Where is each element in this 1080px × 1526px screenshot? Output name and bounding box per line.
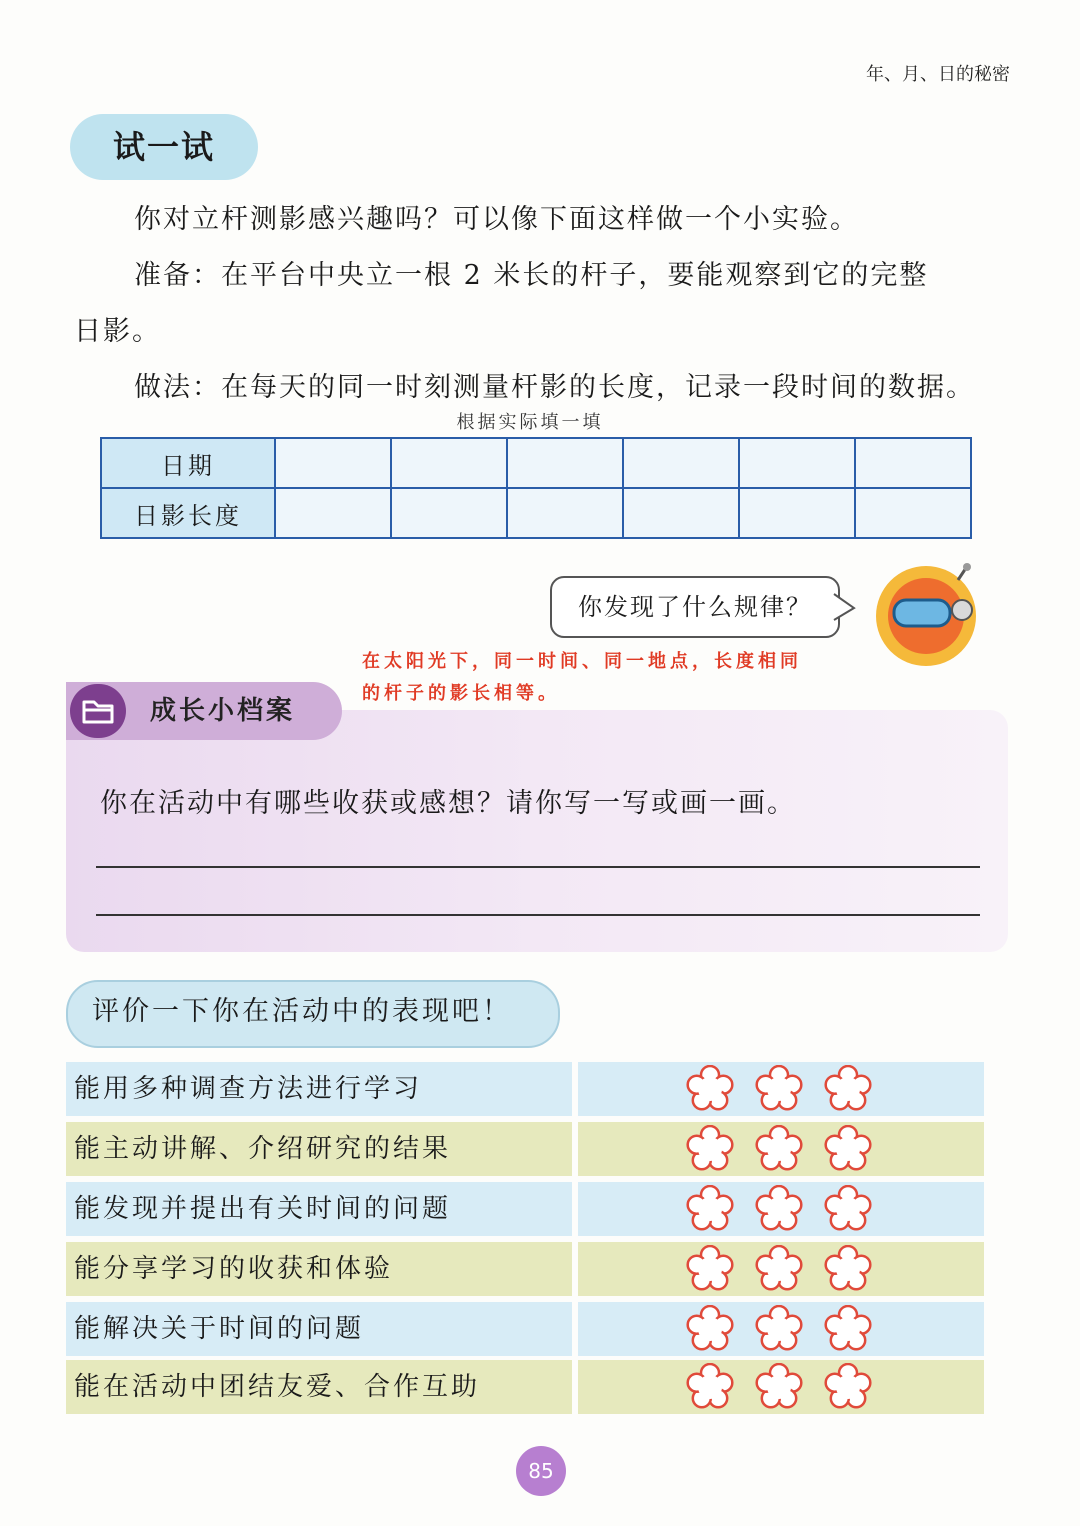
- blank-cell[interactable]: [391, 438, 507, 488]
- flower-icon[interactable]: [822, 1363, 874, 1411]
- blank-cell[interactable]: [623, 438, 739, 488]
- row-label-shadow-length: 日影长度: [101, 488, 275, 538]
- prep-text-line1: 准备：在平台中央立一根 2 米长的杆子，要能观察到它的完整: [134, 260, 929, 291]
- flower-icon[interactable]: [822, 1125, 874, 1173]
- blank-cell[interactable]: [739, 438, 855, 488]
- blank-cell[interactable]: [275, 438, 391, 488]
- prep-text-line2: 日影。: [74, 316, 161, 347]
- flower-icon[interactable]: [822, 1305, 874, 1353]
- flower-icon[interactable]: [753, 1185, 805, 1233]
- robot-mascot-icon: [868, 560, 988, 670]
- running-head: 年、月、日的秘密: [866, 64, 1010, 85]
- section-title-try: 试一试: [112, 128, 215, 166]
- record-table: [100, 437, 972, 539]
- rating-cell: [578, 1062, 984, 1116]
- speech-bubble: 你发现了什么规律？: [550, 576, 840, 638]
- blank-cell[interactable]: [855, 488, 971, 538]
- flower-icon[interactable]: [753, 1065, 805, 1113]
- blank-cell[interactable]: [391, 488, 507, 538]
- blank-cell[interactable]: [739, 488, 855, 538]
- flower-icon[interactable]: [684, 1185, 736, 1233]
- flower-icon[interactable]: [684, 1125, 736, 1173]
- flower-icon[interactable]: [684, 1245, 736, 1293]
- evaluation-item: 能解决关于时间的问题: [66, 1302, 572, 1356]
- blank-cell[interactable]: [507, 488, 623, 538]
- rating-cell: [578, 1360, 984, 1414]
- writing-line[interactable]: [96, 866, 980, 868]
- bubble-tail: [832, 592, 856, 622]
- flower-icon[interactable]: [753, 1245, 805, 1293]
- rating-cell: [578, 1182, 984, 1236]
- folder-icon: [70, 684, 126, 738]
- blank-cell[interactable]: [275, 488, 391, 538]
- handwritten-answer: [362, 646, 872, 710]
- writing-line[interactable]: [96, 914, 980, 916]
- page-number: 85: [516, 1446, 566, 1496]
- flower-icon[interactable]: [684, 1305, 736, 1353]
- evaluation-item: 能主动讲解、介绍研究的结果: [66, 1122, 572, 1176]
- evaluation-item: 能在活动中团结友爱、合作互助: [66, 1360, 572, 1414]
- flower-icon[interactable]: [753, 1125, 805, 1173]
- blank-cell[interactable]: [855, 438, 971, 488]
- blank-cell[interactable]: [507, 438, 623, 488]
- flower-icon[interactable]: [822, 1245, 874, 1293]
- flower-icon[interactable]: [822, 1185, 874, 1233]
- evaluation-item: 能分享学习的收获和体验: [66, 1242, 572, 1296]
- flower-icon[interactable]: [684, 1363, 736, 1411]
- answer-line: 在太阳光下，同一时间、同一地点，长度相同: [362, 651, 802, 672]
- evaluation-item: 能用多种调查方法进行学习: [66, 1062, 572, 1116]
- answer-line: 的杆子的影长相等。: [362, 683, 560, 704]
- flower-icon[interactable]: [684, 1065, 736, 1113]
- evaluation-title: 评价一下你在活动中的表现吧！: [92, 996, 512, 1027]
- rating-cell: [578, 1302, 984, 1356]
- table-row: [101, 438, 971, 488]
- method-text: 做法：在每天的同一时刻测量杆影的长度，记录一段时间的数据。: [134, 372, 975, 403]
- table-row: [101, 488, 971, 538]
- flower-icon[interactable]: [753, 1305, 805, 1353]
- evaluation-item: 能发现并提出有关时间的问题: [66, 1182, 572, 1236]
- intro-text: 你对立杆测影感兴趣吗？可以像下面这样做一个小实验。: [134, 204, 859, 235]
- flower-icon[interactable]: [753, 1363, 805, 1411]
- table-hint: 根据实际填一填: [456, 412, 604, 433]
- blank-cell[interactable]: [623, 488, 739, 538]
- rating-cell: [578, 1122, 984, 1176]
- rating-cell: [578, 1242, 984, 1296]
- row-label-date: 日期: [101, 438, 275, 488]
- flower-icon[interactable]: [822, 1065, 874, 1113]
- portfolio-title: 成长小档案: [150, 696, 296, 726]
- portfolio-question: 你在活动中有哪些收获或感想？请你写一写或画一画。: [100, 788, 796, 819]
